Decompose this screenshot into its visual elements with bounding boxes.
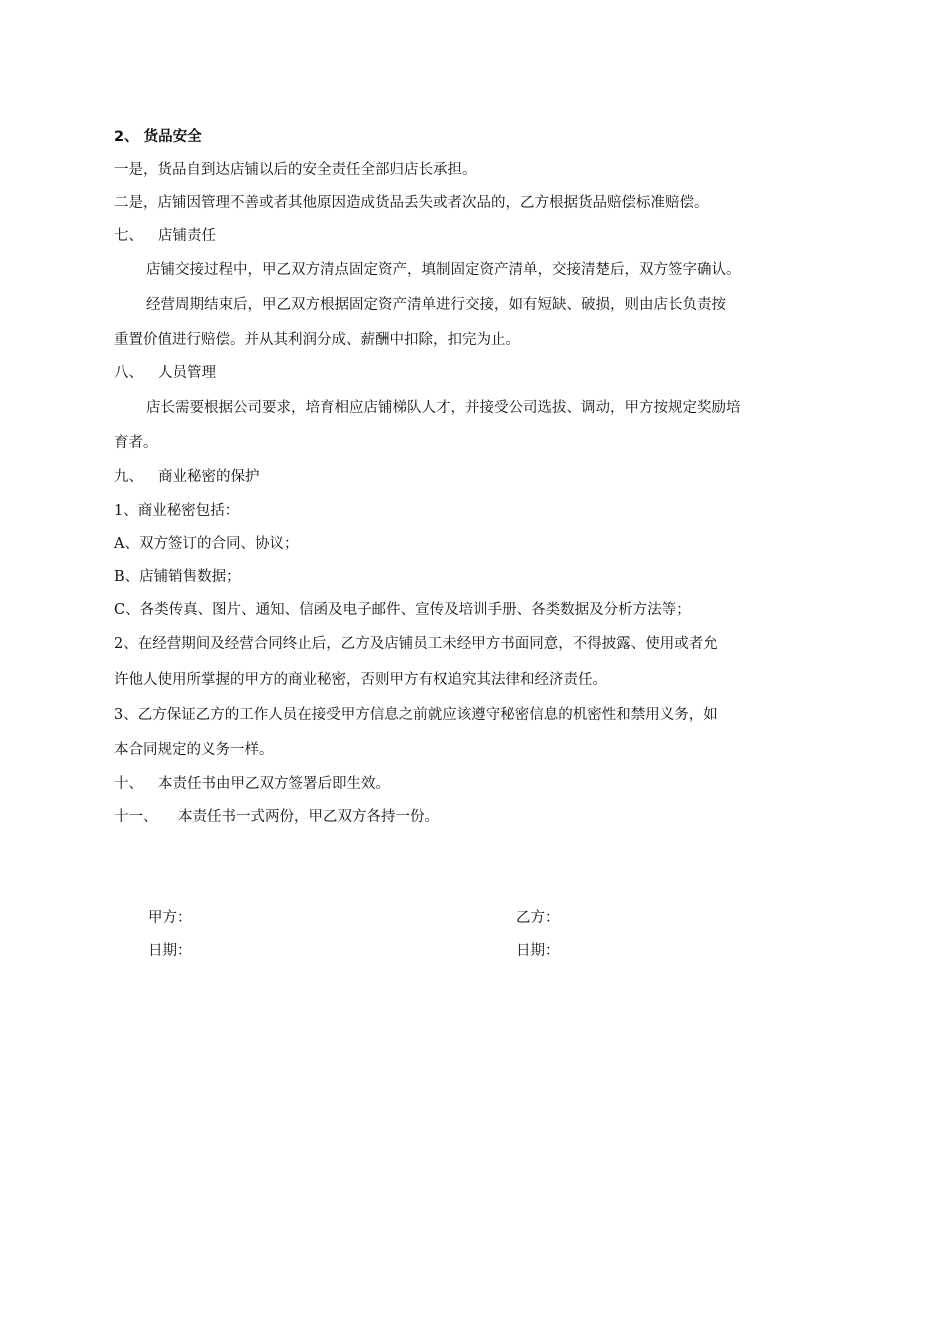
- section-2-paragraph-2: 二是，店铺因管理不善或者其他原因造成货品丢失或者次品的，乙方根据货品赔偿标准赔偿。: [114, 195, 709, 211]
- section-10-text: 本责任书由甲乙双方签署后即生效。: [158, 776, 390, 792]
- section-10-number: 十、: [114, 776, 143, 792]
- section-10: [114, 774, 390, 794]
- section-11: [114, 807, 439, 827]
- section-9-item-2-line-2: 许他人使用所掌握的甲方的商业秘密，否则甲方有权追究其法律和经济责任。: [114, 672, 607, 688]
- section-9-item-2-line-1: 2、在经营期间及经营合同终止后，乙方及店铺员工未经甲方书面同意，不得披露、使用或者允: [114, 636, 718, 652]
- section-8-heading: [114, 363, 216, 383]
- section-7-title: 店铺责任: [158, 228, 216, 244]
- section-7-paragraph-2-line-2: 重置价值进行赔偿。并从其利润分成、薪酬中扣除，扣完为止。: [114, 332, 520, 348]
- section-8-paragraph-line-1: 店长需要根据公司要求，培育相应店铺梯队人才，并接受公司选拔、调动，甲方按规定奖励培: [146, 400, 741, 416]
- section-7-paragraph-1: 店铺交接过程中，甲乙双方清点固定资产，填制固定资产清单，交接清楚后，双方签字确认。: [146, 262, 741, 278]
- section-7-paragraph-2-line-1: 经营周期结束后，甲乙双方根据固定资产清单进行交接，如有短缺、破损，则由店长负责按: [146, 297, 726, 313]
- section-8-number: 八、: [114, 365, 143, 381]
- party-b-label: 乙方：: [516, 910, 560, 926]
- section-11-text: 本责任书一式两份，甲乙双方各持一份。: [178, 809, 439, 825]
- section-2-heading: 2、 货品安全: [114, 129, 202, 145]
- section-11-number: 十一、: [114, 809, 158, 825]
- section-2-paragraph-1: 一是，货品自到达店铺以后的安全责任全部归店长承担。: [114, 162, 477, 178]
- section-7-heading: [114, 226, 216, 246]
- section-9-item-3-line-1: 3、乙方保证乙方的工作人员在接受甲方信息之前就应该遵守秘密信息的机密性和禁用义务，如: [114, 707, 718, 723]
- section-8-title: 人员管理: [158, 365, 216, 381]
- section-9-item-1c: C、各类传真、图片、通知、信函及电子邮件、宣传及培训手册、各类数据及分析方法等；: [114, 602, 691, 618]
- section-9-number: 九、: [114, 469, 143, 485]
- section-8-paragraph-line-2: 育者。: [114, 435, 158, 451]
- section-9-item-1b: B、店铺销售数据；: [114, 569, 241, 585]
- section-9-heading: [114, 467, 260, 487]
- section-7-number: 七、: [114, 228, 143, 244]
- section-9-item-3-line-2: 本合同规定的义务一样。: [114, 742, 274, 758]
- section-9-title: 商业秘密的保护: [158, 469, 260, 485]
- party-a-label: 甲方：: [148, 910, 192, 926]
- section-9-item-1: 1、商业秘密包括：: [114, 503, 240, 519]
- party-a-date-label: 日期：: [148, 943, 192, 959]
- party-b-date-label: 日期：: [516, 943, 560, 959]
- section-9-item-1a: A、双方签订的合同、协议；: [114, 536, 299, 552]
